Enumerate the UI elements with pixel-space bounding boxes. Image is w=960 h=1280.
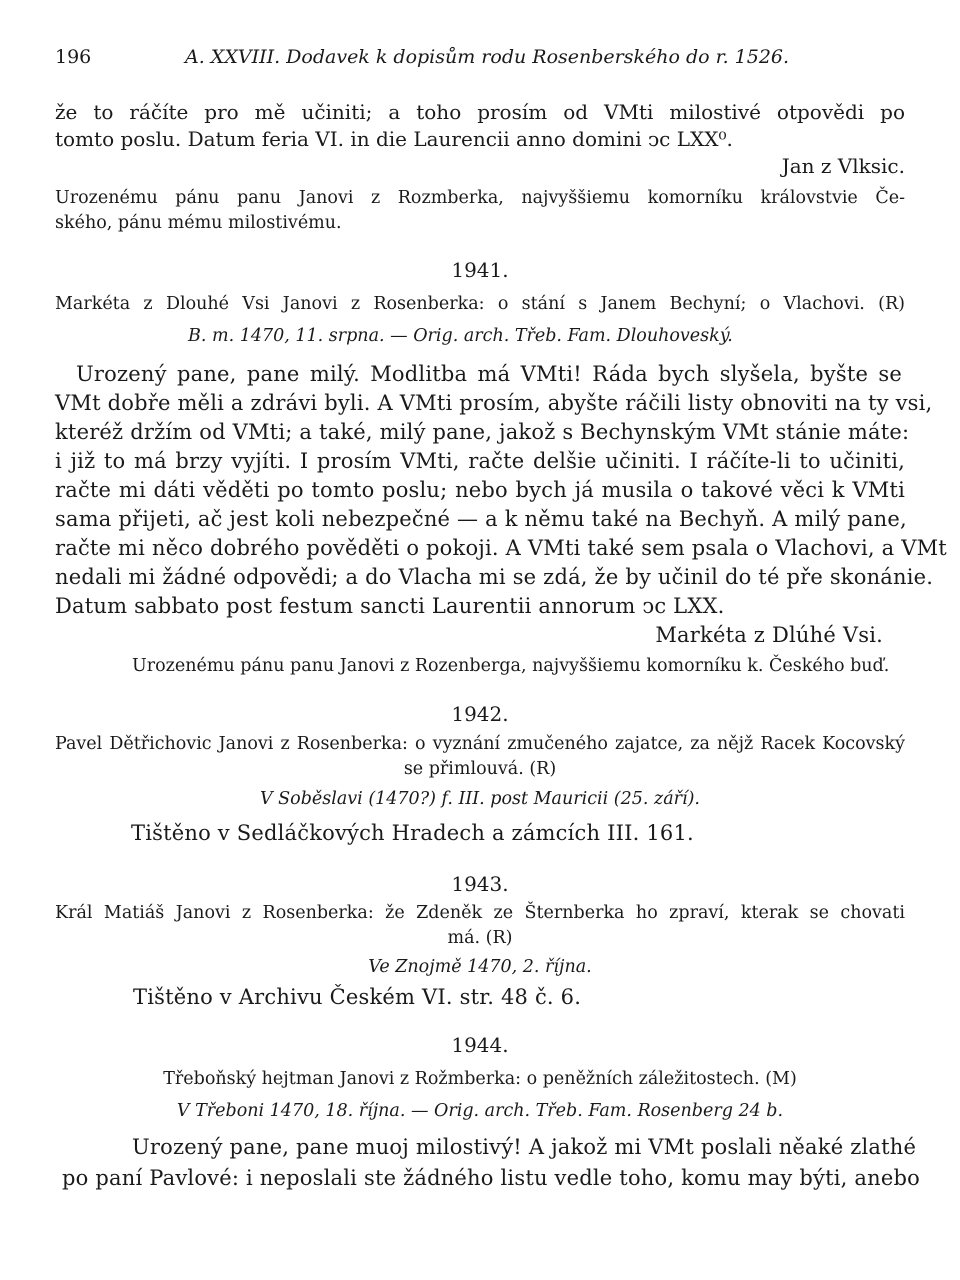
signature: Markéta z Dlúhé Vsi. — [655, 623, 883, 647]
body-line: i již to má brzy vyjíti. I prosím VMti, račte delšie učiniti. I ráčíte-li to učiniti, — [55, 449, 905, 473]
letter-number: 1942. — [451, 702, 509, 726]
address-line: Urozenému pánu panu Janovi z Rozenberga, najvyššiemu komorníku k. Českého buď. — [132, 656, 890, 676]
letter-summary: se přimlouvá. (R) — [403, 759, 557, 779]
printed-reference: Tištěno v Archivu Českém VI. str. 48 č. 6. — [133, 985, 582, 1009]
text-line: že to ráčíte pro mě učiniti; a toho prosím od VMti milostivé otpovědi po — [55, 100, 905, 124]
printed-reference: Tištěno v Sedláčkových Hradech a zámcích III. 161. — [131, 821, 694, 845]
body-line: Urozený pane, pane milý. Modlitba má VMti! Ráda bych slyšela, byšte se — [76, 362, 902, 386]
letter-summary: Pavel Dětřichovic Janovi z Rosenberka: o vyznání zmučeného zajatce, za nějž Racek Kocovský — [55, 734, 905, 754]
body-line: nedali mi žádné odpovědi; a do Vlacha mi se zdá, že by učinil do té pře skonánie. — [55, 565, 934, 589]
address-line: ského, pánu mému milostivému. — [55, 213, 342, 233]
page-number: 196 — [55, 46, 92, 68]
body-line: sama přijeti, ač jest koli nebezpečné — a k němu také na Bechyň. A milý pane, — [55, 507, 907, 531]
body-line: Datum sabbato post festum sancti Laurentii annorum ↄc LXX. — [55, 594, 725, 618]
body-line: račte mi něco dobrého pověděti o pokoji. A VMti také sem psala o Vlachovi, a VMt — [55, 536, 947, 560]
letter-source: B. m. 1470, 11. srpna. — Orig. arch. Třeb. Fam. Dlouhoveský. — [188, 326, 733, 346]
letter-source: Ve Znojmě 1470, 2. října. — [368, 957, 592, 977]
letter-number: 1941. — [451, 258, 509, 282]
body-line: kteréž držím od VMti; a také, milý pane, jakož s Bechynským VMt stánie máte: — [55, 420, 910, 444]
signature: Jan z Vlksic. — [781, 154, 905, 178]
body-line: Urozený pane, pane muoj milostivý! A jakož mi VMt poslali něaké zlathé — [132, 1135, 917, 1159]
letter-source: V Třeboni 1470, 18. října. — Orig. arch. Třeb. Fam. Rosenberg 24 b. — [176, 1101, 784, 1121]
letter-source: V Soběslavi (1470?) f. III. post Mauricii (25. září). — [259, 789, 700, 809]
body-line: VMt dobře měli a zdrávi byli. A VMti prosím, abyšte ráčili listy obnoviti na ty vsi, — [55, 391, 933, 415]
letter-summary: má. (R) — [447, 928, 513, 948]
body-line: po paní Pavlové: i neposlali ste žádného listu vedle toho, komu may býti, anebo — [62, 1166, 920, 1190]
letter-summary: Třeboňský hejtman Janovi z Rožmberka: o peněžních záležitostech. (M) — [163, 1069, 797, 1089]
body-line: račte mi dáti věděti po tomto poslu; nebo bych já musila o takové věci k VMti — [55, 478, 905, 502]
letter-summary: Král Matiáš Janovi z Rosenberka: že Zdeněk ze Šternberka ho zpraví, kterak se chovati — [55, 903, 905, 923]
letter-summary: Markéta z Dlouhé Vsi Janovi z Rosenberka: o stání s Janem Bechyní; o Vlachovi. (R) — [55, 294, 905, 314]
running-title: A. XXVIII. Dodavek k dopisům rodu Rosenberského do r. 1526. — [185, 46, 790, 68]
letter-number: 1944. — [451, 1033, 509, 1057]
text-line: tomto poslu. Datum feria VI. in die Laurencii anno domini ↄc LXX⁰. — [55, 127, 733, 151]
address-line: Urozenému pánu panu Janovi z Rozmberka, najvyššiemu komorníku královstvie Če- — [55, 188, 905, 208]
letter-number: 1943. — [451, 872, 509, 896]
